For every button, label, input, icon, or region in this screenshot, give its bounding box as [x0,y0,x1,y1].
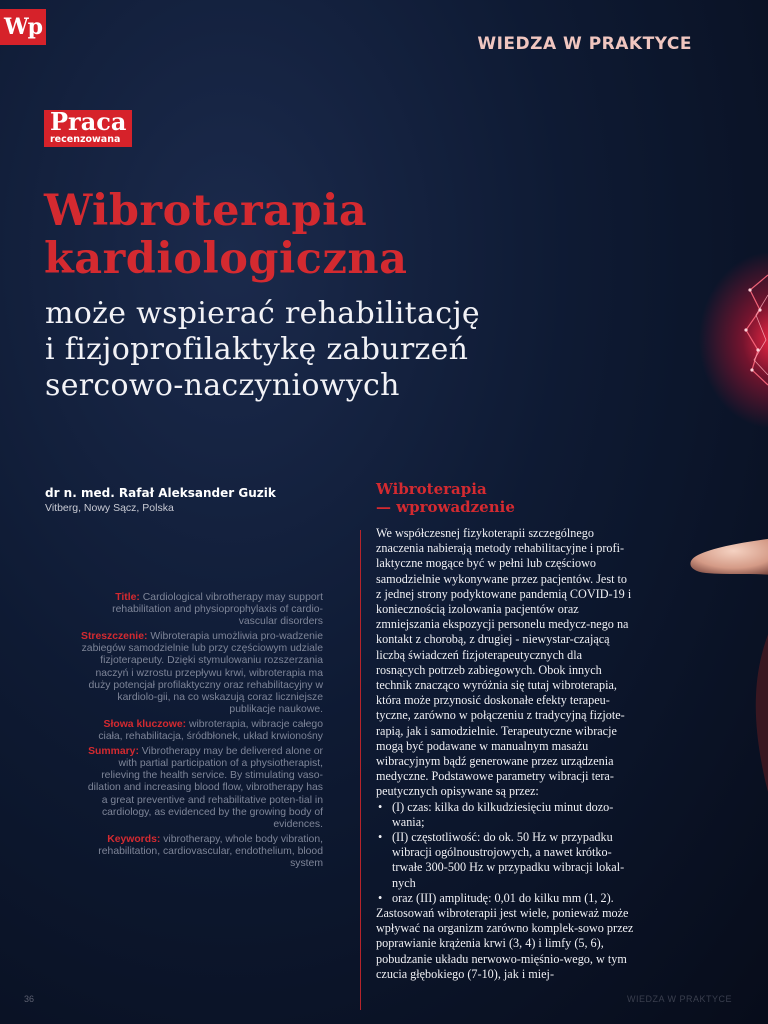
abstract-text: vibrotherapy, whole body vibration, rehabilitation, cardiovascular, endothelium, blood system [98,833,323,869]
abstract-label: Summary: [88,746,139,758]
abstract-block [80,592,323,873]
abstract-summary-en [80,746,323,831]
hand-image [678,535,768,835]
abstract-title-en [80,592,323,628]
section-title: WIEDZA W PRAKTYCE [477,34,692,54]
abstract-summary-pl [80,631,323,716]
paragraph: Zastosowań wibroterapii jest wiele, ponieważ może wpływać na organizm zarówno komplek-sowo przez poprawianie krążenia krwi (3, 4) i limfy (5, 6), pobudzanie układu nerwowo-mięśnio-wego, w tym czucia głębokiego (7-10), jak i miej- [376,906,634,981]
author-affiliation: Vitberg, Nowy Sącz, Polska [45,502,174,514]
article-subtitle [45,296,480,404]
abstract-text: Wibroterapia umożliwia pro-wadzenie zabiegów samodzielnie lub przy częściowym udziale fizjoterapeuty. Dzięki stymulowaniu rozszerzania naczyń i wzrostu przepływu krwi, wibroterapia ma duży potencjał profilaktyczny oraz rehabilitacyjny w kardiolo-gii, na co wskazują coraz liczniejsze publikacje naukowe. [81,631,323,715]
badge-line2: recenzowana [50,134,121,145]
title-line2: kardiologiczna [44,234,408,284]
abstract-label: Streszczenie: [81,631,148,643]
author-name: dr n. med. Rafał Aleksander Guzik [45,486,276,500]
abstract-label: Keywords: [107,833,161,845]
abstract-label: Title: [115,592,140,603]
list-item: • oraz (III) amplitudę: 0,01 do kilku mm (1, 2). [376,891,634,906]
abstract-keywords-en [80,834,323,870]
title-line1: Wibroterapia [44,186,368,236]
abstract-text: Cardiological vibrotherapy may support rehabilitation and physioprophylaxis of cardio-vascular disorders [112,592,323,628]
reviewed-badge [44,107,132,147]
logo-text: Wp [3,14,43,40]
list-item: • (II) częstotliwość: do ok. 50 Hz w przypadku wibracji ogólnoustrojowych, a nawet krótko-trwałe 300-500 Hz w przypadku wibracji lokal-nych [376,830,634,891]
abstract-text: wibroterapia, wibracje całego ciała, rehabilitacja, śródbłonek, układ krwionośny [98,718,323,743]
article-title [44,187,408,283]
subtitle-line3: sercowo-naczyniowych [45,368,400,403]
abstract-text: Vibrotherapy may be delivered alone or with partial participation of a physiotherapist, relieving the health service. By stimulating vaso-dilation and increasing blood flow, vibrotherapy has a great preventive and rehabilitative poten-tial in cardiology, as evidenced by the growing body of evidences. [87,746,323,830]
brand-logo [0,9,46,45]
column-rule [360,530,361,1010]
heart-wireframe-image [738,270,768,390]
article-column [376,480,634,982]
paragraph: We współczesnej fizykoterapii szczególnego znaczenia nabierają metody rehabilitacyjne i profi-laktyczne mogące być w pełni lub częściowo samodzielnie wykonywane przez pacjentów. Jest to z jednej strony podyktowane pandemią COVID-19 i koniecznością izolowania pacjentów oraz zmniejszania ekspozycji personelu medycz-nego na kontakt z chorobą, z drugiej - niewystar-czającą liczbą świadczeń fizjoterapeutycznych dla rosnących potrzeb zabiegowych. Obok innych technik znacząco wyróżnia się tutaj wibroterapia, która może przynosić doskonałe efekty terapeu-tyczne, zarówno w połączeniu z tradycyjną fizjote-rapią, jak i samodzielnie. Terapeutyczne wibracje mogą być podawane w manualnym masażu wibracyjnym bądź generowane przez urządzenia medyczne. Podstawowe parametry wibracji tera-peutycznych opisywane są przez: [376,526,632,799]
abstract-label: Słowa kluczowe: [103,718,187,730]
body-text [376,526,634,982]
abstract-keywords-pl [80,719,323,743]
list-item: • (I) czas: kilka do kilkudziesięciu minut dozo-wania; [376,800,634,830]
section-heading-line2: — wprowadzenie [376,498,515,516]
section-heading-line1: Wibroterapia [376,480,487,498]
parameter-list [376,800,634,906]
page-number: 36 [24,994,35,1004]
badge-line1: Praca [50,107,127,136]
section-heading [376,480,634,516]
subtitle-line2: i fizjoprofilaktykę zaburzeń [45,332,469,367]
footer-section: WIEDZA W PRAKTYCE [626,994,732,1004]
subtitle-line1: może wspierać rehabilitację [45,296,480,331]
